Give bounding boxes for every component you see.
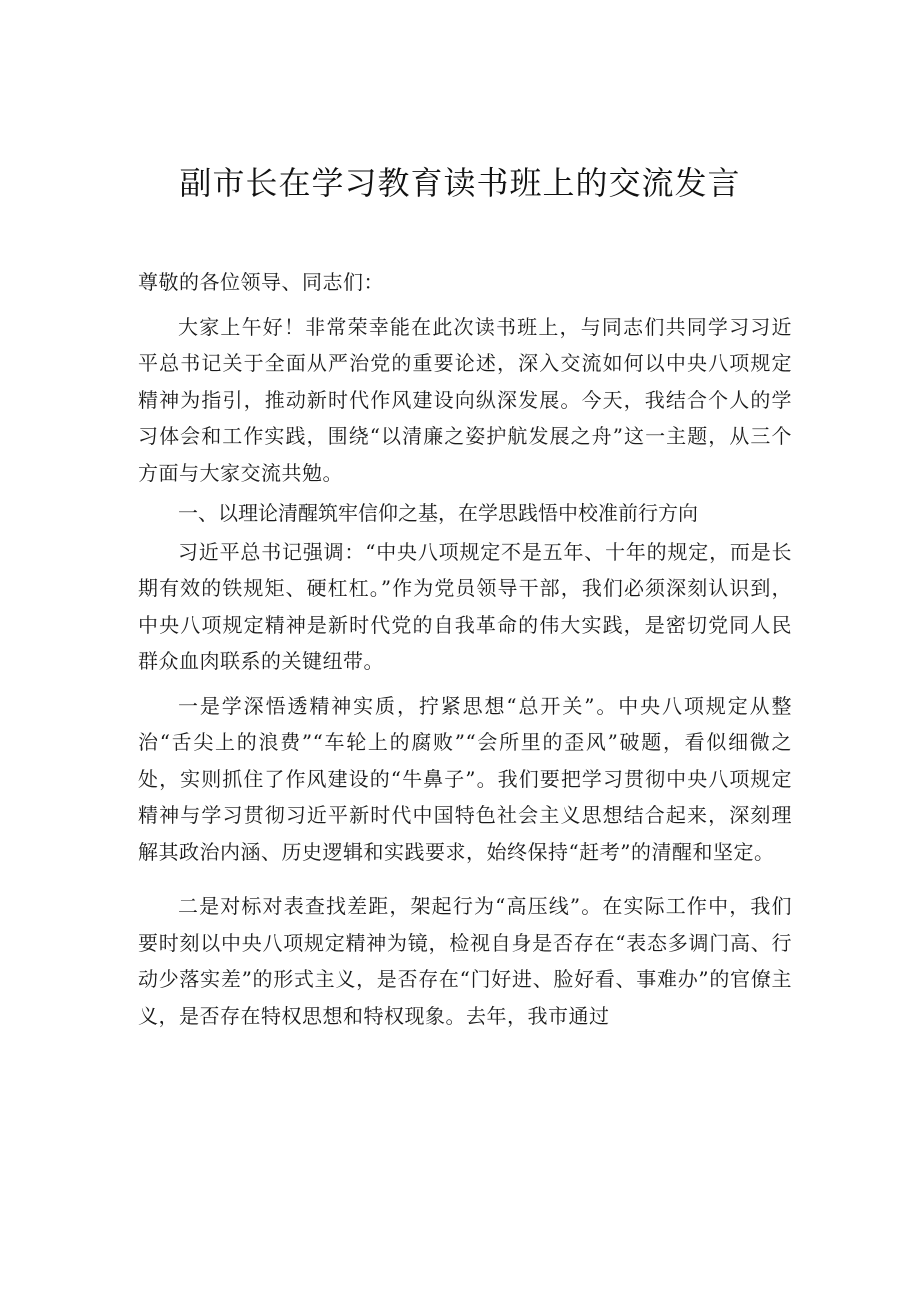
document-title: 副市长在学习教育读书班上的交流发言 <box>179 164 741 202</box>
section1-paragraph-2: 一是学深悟透精神实质，拧紧思想“总开关”。中央八项规定从整治“舌尖上的浪费”“车轮上的腐败”“会所里的歪风”破题，看似细微之处，实则抓住了作风建设的“牛鼻子”。我们要把学习贯彻中央八项规定精神与学习贯彻习近平新时代中国特色社会主义思想结合起来，深刻理解其政治内涵、历史逻辑和实践要求，始终保持“赶考”的清醒和坚定。 <box>138 693 792 864</box>
section-heading-1: 一、以理论清醒筑牢信仰之基，在学思践悟中校准前行方向 <box>178 501 698 525</box>
document-body <box>138 264 792 1034</box>
intro-paragraph: 大家上午好！非常荣幸能在此次读书班上，与同志们共同学习习近平总书记关于全面从严治党的重要论述，深入交流如何以中央八项规定精神为指引，推动新时代作风建设向纵深发展。今天，我结合个人的学习体会和工作实践，围绕“以清廉之姿护航发展之舟”这一主题，从三个方面与大家交流共勉。 <box>138 314 792 485</box>
salutation: 尊敬的各位领导、同志们： <box>138 270 384 294</box>
section1-paragraph-1: 习近平总书记强调：“中央八项规定不是五年、十年的规定，而是长期有效的铁规矩、硬杠杠。”作为党员领导干部，我们必须深刻认识到，中央八项规定精神是新时代党的自我革命的伟大实践，是密切党同人民群众血肉联系的关键纽带。 <box>138 539 792 673</box>
section1-paragraph-3: 二是对标对表查找差距，架起行为“高压线”。在实际工作中，我们要时刻以中央八项规定精神为镜，检视自身是否存在“表态多调门高、行动少落实差”的形式主义，是否存在“门好进、脸好看、事难办”的官僚主义，是否存在特权思想和特权现象。去年，我市通过 <box>138 894 792 1028</box>
